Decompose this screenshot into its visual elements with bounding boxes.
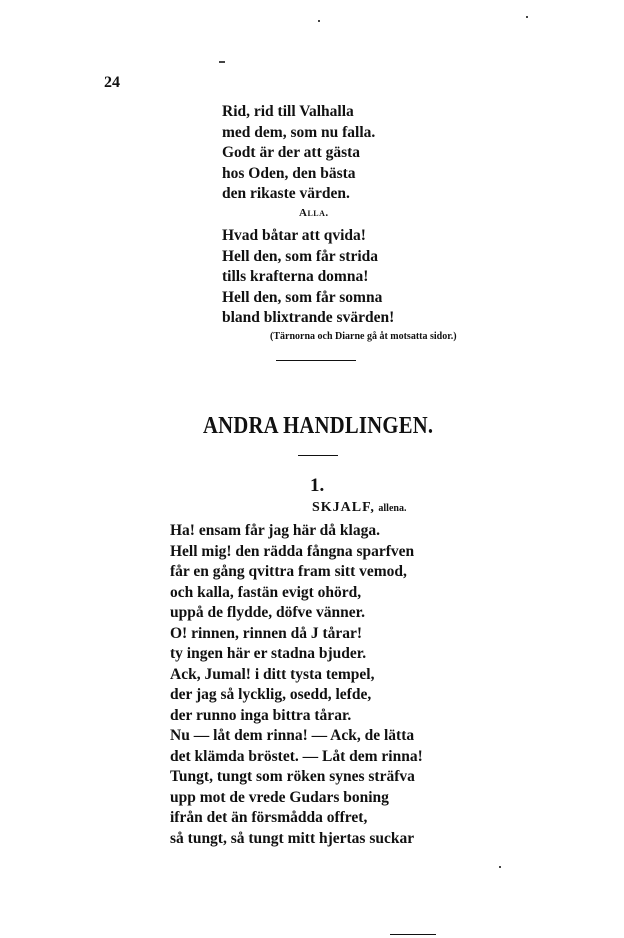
verse-line: den rikaste värden. [222,185,350,203]
verse-line: tills krafterna domna! [222,268,369,286]
verse-line: Rid, rid till Valhalla [222,103,354,120]
verse-line: får en gång qvittra fram sitt vemod, [170,563,407,580]
verse-line: och kalla, fastän evigt ohörd, [170,583,362,601]
speaker-name: SKJALF, [312,500,375,515]
verse-line: Hell mig! den rädda fångna sparfven [170,542,415,560]
verse-line: ty ingen här er stadna bjuder. [170,645,367,662]
verse-line: Godt är der att gästa [222,144,361,162]
verse-line: der runno inga bittra tårar. [170,706,352,724]
bottom-rule [390,934,436,935]
page-number: 24 [104,74,120,91]
scene-number: 1. [310,475,325,496]
verse-line: Ha! ensam får jag här då klaga. [170,522,380,539]
act-title: ANDRA HANDLINGEN. [203,413,434,439]
title-underline [298,455,338,456]
stray-mark [219,61,225,63]
stray-mark [499,866,501,868]
verse-monologue [170,521,423,849]
verse-stanza-1 [222,102,375,205]
verse-line: Nu — låt dem rinna! — Ack, de lätta [170,727,415,744]
verse-line: uppå de flydde, döfve vänner. [170,604,365,621]
verse-line: der jag så lycklig, osedd, lefde, [170,686,372,703]
verse-line: Ack, Jumal! i ditt tysta tempel, [170,665,375,683]
verse-line: Hell den, som får strida [222,247,378,265]
verse-stanza-2 [222,226,394,329]
stray-mark [318,20,320,22]
stray-mark [526,16,528,18]
stage-direction: (Tärnorna och Diarne gå åt motsatta sidor.) [270,331,457,342]
speaker-heading-alla: Alla. [299,207,329,219]
verse-line: med dem, som nu falla. [222,123,376,141]
section-divider [276,360,356,361]
speaker-note: allena. [378,503,407,514]
verse-line: O! rinnen, rinnen då J tårar! [170,624,363,642]
verse-line: Hell den, som får somna [222,288,383,306]
verse-line: Tungt, tungt som röken synes sträfva [170,768,415,785]
verse-line: så tungt, så tungt mitt hjertas suckar [170,829,415,847]
verse-line: upp mot de vrede Gudars boning [170,788,389,806]
speaker-heading-skjalf [312,500,406,516]
verse-line: ifrån det än försmådda offret, [170,809,368,826]
verse-line: hos Oden, den bästa [222,164,356,182]
verse-line: Hvad båtar att qvida! [222,227,366,244]
verse-line: det klämda bröstet. — Låt dem rinna! [170,747,423,765]
verse-line: bland blixtrande svärden! [222,309,395,327]
